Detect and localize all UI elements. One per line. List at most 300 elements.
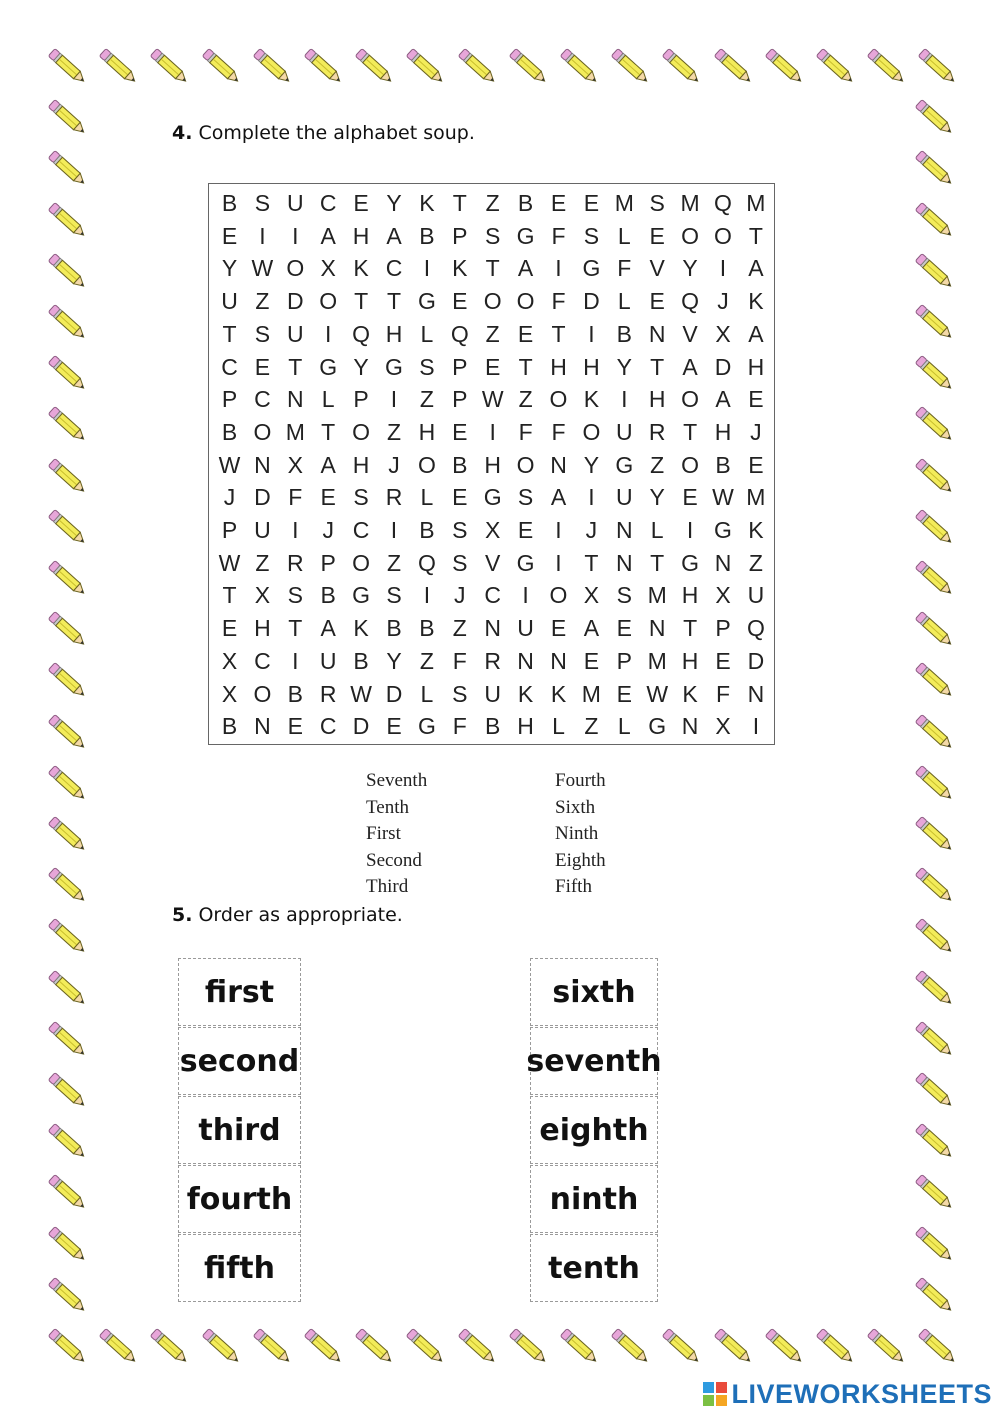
grid-letter[interactable]: O <box>582 418 601 445</box>
grid-letter[interactable]: O <box>319 288 338 315</box>
grid-letter[interactable]: C <box>319 713 337 740</box>
grid-letter[interactable]: K <box>353 255 369 282</box>
grid-letter[interactable]: J <box>322 517 334 543</box>
grid-letter[interactable]: E <box>221 615 238 642</box>
grid-letter[interactable]: E <box>748 451 764 478</box>
grid-letter[interactable]: Z <box>584 713 599 740</box>
grid-letter[interactable]: Q <box>681 288 700 315</box>
grid-letter[interactable]: P <box>320 549 336 576</box>
grid-letter[interactable]: N <box>648 320 666 347</box>
grid-letter[interactable]: S <box>452 680 468 707</box>
grid-letter[interactable]: Y <box>221 255 238 282</box>
grid-letter[interactable]: S <box>419 353 435 380</box>
grid-letter[interactable]: B <box>517 190 534 216</box>
grid-letter[interactable]: I <box>423 582 431 609</box>
ordinal-card[interactable]: fourth <box>178 1165 301 1233</box>
grid-letter[interactable]: V <box>682 320 698 347</box>
grid-letter[interactable]: O <box>516 288 535 315</box>
grid-letter[interactable]: S <box>517 484 534 511</box>
grid-letter[interactable]: N <box>615 517 633 543</box>
grid-letter[interactable]: G <box>319 353 338 380</box>
grid-letter[interactable]: E <box>550 190 567 216</box>
grid-letter[interactable]: Q <box>746 615 765 642</box>
ordinal-card[interactable]: tenth <box>530 1234 658 1302</box>
grid-letter[interactable]: B <box>221 190 238 216</box>
grid-letter[interactable]: Y <box>682 255 698 282</box>
grid-letter[interactable]: Q <box>417 549 436 576</box>
grid-letter[interactable]: W <box>481 386 504 413</box>
grid-letter[interactable]: D <box>583 288 600 315</box>
grid-letter[interactable]: G <box>516 222 535 249</box>
grid-letter[interactable]: T <box>518 353 533 380</box>
grid-letter[interactable]: D <box>254 484 271 511</box>
grid-letter[interactable]: B <box>485 713 501 740</box>
grid-letter[interactable]: I <box>292 222 299 249</box>
grid-letter[interactable]: N <box>550 647 567 674</box>
grid-letter[interactable]: F <box>617 255 632 282</box>
grid-letter[interactable]: X <box>221 647 238 674</box>
grid-letter[interactable]: L <box>617 713 631 740</box>
grid-letter[interactable]: R <box>385 484 403 511</box>
grid-letter[interactable]: P <box>353 386 369 413</box>
grid-letter[interactable]: L <box>552 713 565 740</box>
grid-letter[interactable]: I <box>555 517 562 543</box>
grid-letter[interactable]: X <box>320 255 336 282</box>
grid-letter[interactable]: J <box>585 517 598 543</box>
grid-letter[interactable]: S <box>485 222 501 249</box>
grid-letter[interactable]: N <box>648 615 666 642</box>
grid-letter[interactable]: C <box>352 517 370 543</box>
grid-letter[interactable]: T <box>683 615 698 642</box>
grid-letter[interactable]: H <box>714 418 732 445</box>
grid-letter[interactable]: F <box>551 222 566 249</box>
grid-letter[interactable]: L <box>321 386 335 413</box>
grid-letter[interactable]: O <box>253 418 272 445</box>
grid-letter[interactable]: U <box>615 418 633 445</box>
grid-letter[interactable]: F <box>452 713 467 740</box>
grid-letter[interactable]: C <box>385 255 403 282</box>
grid-letter[interactable]: E <box>649 288 665 315</box>
grid-letter[interactable]: O <box>681 386 700 413</box>
grid-letter[interactable]: S <box>616 582 632 609</box>
grid-letter[interactable]: K <box>583 386 600 413</box>
grid-letter[interactable]: O <box>681 222 700 249</box>
ordinal-card[interactable]: sixth <box>530 958 658 1026</box>
grid-letter[interactable]: E <box>583 190 600 216</box>
grid-letter[interactable]: E <box>616 615 632 642</box>
grid-letter[interactable]: T <box>551 320 566 347</box>
grid-letter[interactable]: S <box>353 484 369 511</box>
grid-letter[interactable]: I <box>752 713 760 740</box>
grid-letter[interactable]: T <box>288 615 303 642</box>
grid-letter[interactable]: U <box>286 190 304 216</box>
ordinal-card[interactable]: fifth <box>178 1234 301 1302</box>
grid-letter[interactable]: Y <box>616 353 632 380</box>
grid-letter[interactable]: A <box>715 386 731 413</box>
grid-letter[interactable]: W <box>712 484 734 511</box>
grid-letter[interactable]: S <box>386 582 402 609</box>
grid-letter[interactable]: Z <box>255 288 270 315</box>
grid-letter[interactable]: I <box>686 517 694 543</box>
grid-letter[interactable]: T <box>354 288 369 315</box>
grid-letter[interactable]: N <box>286 386 304 413</box>
grid-letter[interactable]: K <box>682 680 698 707</box>
grid-letter[interactable]: D <box>286 288 304 315</box>
grid-letter[interactable]: I <box>390 386 398 413</box>
grid-letter[interactable]: S <box>583 222 600 249</box>
grid-letter[interactable]: M <box>680 190 700 216</box>
grid-letter[interactable]: P <box>452 386 468 413</box>
grid-letter[interactable]: H <box>583 353 600 380</box>
grid-letter[interactable]: P <box>715 615 731 642</box>
grid-letter[interactable]: H <box>747 353 765 380</box>
grid-letter[interactable]: J <box>454 582 466 609</box>
grid-letter[interactable]: W <box>251 255 274 282</box>
grid-letter[interactable]: O <box>417 451 436 478</box>
grid-letter[interactable]: M <box>614 190 634 216</box>
grid-letter[interactable]: L <box>617 222 631 249</box>
grid-letter[interactable]: F <box>288 484 303 511</box>
grid-letter[interactable]: Z <box>386 549 402 576</box>
grid-letter[interactable]: Z <box>650 451 665 478</box>
grid-letter[interactable]: A <box>550 484 567 511</box>
grid-letter[interactable]: R <box>319 680 337 707</box>
grid-letter[interactable]: O <box>549 582 568 609</box>
grid-letter[interactable]: E <box>649 222 665 249</box>
grid-letter[interactable]: N <box>550 451 567 478</box>
grid-letter[interactable]: S <box>287 582 303 609</box>
grid-letter[interactable]: D <box>385 680 403 707</box>
grid-letter[interactable]: X <box>715 320 731 347</box>
grid-letter[interactable]: U <box>615 484 633 511</box>
ordinal-card[interactable]: second <box>178 1027 301 1095</box>
grid-letter[interactable]: T <box>386 288 402 315</box>
grid-letter[interactable]: N <box>714 549 732 576</box>
grid-letter[interactable]: E <box>353 190 369 216</box>
grid-letter[interactable]: A <box>748 320 764 347</box>
grid-letter[interactable]: E <box>748 386 764 413</box>
grid-letter[interactable]: B <box>715 451 731 478</box>
grid-letter[interactable]: A <box>320 615 336 642</box>
grid-letter[interactable]: B <box>287 680 303 707</box>
grid-letter[interactable]: K <box>748 288 764 315</box>
grid-letter[interactable]: T <box>288 353 303 380</box>
grid-letter[interactable]: G <box>352 582 371 609</box>
grid-letter[interactable]: Z <box>386 418 402 445</box>
grid-letter[interactable]: N <box>254 713 271 740</box>
grid-letter[interactable]: D <box>352 713 370 740</box>
grid-letter[interactable]: H <box>484 451 501 478</box>
grid-letter[interactable]: K <box>550 680 567 707</box>
grid-letter[interactable]: H <box>550 353 567 380</box>
grid-letter[interactable]: B <box>320 582 336 609</box>
grid-letter[interactable]: I <box>555 549 562 576</box>
grid-letter[interactable]: F <box>518 418 533 445</box>
grid-letter[interactable]: U <box>319 647 337 674</box>
ordinal-card[interactable]: seventh <box>530 1027 658 1095</box>
grid-letter[interactable]: M <box>746 484 766 511</box>
grid-letter[interactable]: G <box>516 549 535 576</box>
grid-letter[interactable]: H <box>352 451 370 478</box>
grid-letter[interactable]: I <box>324 320 332 347</box>
grid-letter[interactable]: Y <box>353 353 369 380</box>
grid-letter[interactable]: H <box>418 418 436 445</box>
grid-letter[interactable]: W <box>218 451 241 478</box>
grid-letter[interactable]: O <box>253 680 272 707</box>
grid-letter[interactable]: X <box>287 451 303 478</box>
grid-letter[interactable]: G <box>648 713 667 740</box>
grid-letter[interactable]: L <box>420 680 434 707</box>
grid-letter[interactable]: A <box>682 353 698 380</box>
grid-letter[interactable]: B <box>221 418 238 445</box>
grid-letter[interactable]: K <box>353 615 369 642</box>
grid-letter[interactable]: L <box>420 320 434 347</box>
grid-letter[interactable]: G <box>417 288 436 315</box>
grid-letter[interactable]: T <box>584 549 599 576</box>
grid-letter[interactable]: I <box>719 255 727 282</box>
grid-letter[interactable]: Z <box>419 386 434 413</box>
grid-letter[interactable]: A <box>583 615 600 642</box>
grid-letter[interactable]: B <box>221 713 238 740</box>
grid-letter[interactable]: U <box>221 288 238 315</box>
grid-letter[interactable]: N <box>254 451 271 478</box>
grid-letter[interactable]: H <box>681 647 699 674</box>
grid-letter[interactable]: A <box>320 222 336 249</box>
grid-letter[interactable]: E <box>517 517 534 543</box>
grid-letter[interactable]: N <box>517 647 534 674</box>
grid-letter[interactable]: H <box>648 386 666 413</box>
grid-letter[interactable]: Y <box>649 484 665 511</box>
grid-letter[interactable]: Q <box>714 190 732 216</box>
grid-letter[interactable]: E <box>221 222 238 249</box>
grid-letter[interactable]: A <box>517 255 534 282</box>
grid-letter[interactable]: V <box>649 255 665 282</box>
grid-letter[interactable]: G <box>582 255 601 282</box>
grid-letter[interactable]: O <box>352 418 371 445</box>
grid-letter[interactable]: M <box>746 190 766 216</box>
grid-letter[interactable]: X <box>254 582 271 609</box>
grid-letter[interactable]: H <box>385 320 403 347</box>
grid-letter[interactable]: W <box>218 549 241 576</box>
grid-letter[interactable]: I <box>292 517 299 543</box>
grid-letter[interactable]: F <box>551 418 566 445</box>
grid-letter[interactable]: A <box>386 222 402 249</box>
grid-letter[interactable]: T <box>650 353 665 380</box>
grid-letter[interactable]: S <box>649 190 665 216</box>
grid-letter[interactable]: C <box>319 190 337 216</box>
ordinal-card[interactable]: eighth <box>530 1096 658 1164</box>
grid-letter[interactable]: U <box>517 615 534 642</box>
grid-letter[interactable]: E <box>452 418 468 445</box>
grid-letter[interactable]: X <box>715 713 731 740</box>
grid-letter[interactable]: O <box>352 549 371 576</box>
grid-letter[interactable]: Z <box>485 320 500 347</box>
grid-letter[interactable]: M <box>581 680 601 707</box>
grid-letter[interactable]: I <box>489 418 496 445</box>
grid-letter[interactable]: B <box>353 647 369 674</box>
grid-letter[interactable]: O <box>681 451 700 478</box>
grid-letter[interactable]: E <box>485 353 501 380</box>
grid-letter[interactable]: E <box>583 647 600 674</box>
grid-letter[interactable]: T <box>222 320 237 347</box>
grid-letter[interactable]: E <box>550 615 567 642</box>
grid-letter[interactable]: U <box>254 517 271 543</box>
grid-letter[interactable]: E <box>254 353 271 380</box>
grid-letter[interactable]: B <box>419 615 435 642</box>
grid-letter[interactable]: Q <box>352 320 371 347</box>
grid-letter[interactable]: K <box>452 255 468 282</box>
grid-letter[interactable]: N <box>747 680 765 707</box>
grid-letter[interactable]: K <box>748 517 764 543</box>
grid-letter[interactable]: E <box>715 647 731 674</box>
grid-letter[interactable]: A <box>320 451 336 478</box>
grid-letter[interactable]: X <box>715 582 731 609</box>
grid-letter[interactable]: G <box>483 484 502 511</box>
grid-letter[interactable]: T <box>321 418 336 445</box>
grid-letter[interactable]: P <box>221 517 238 543</box>
grid-letter[interactable]: Z <box>518 386 533 413</box>
grid-letter[interactable]: N <box>681 713 699 740</box>
grid-letter[interactable]: Z <box>452 615 467 642</box>
grid-letter[interactable]: K <box>419 190 435 216</box>
grid-letter[interactable]: U <box>286 320 304 347</box>
grid-letter[interactable]: B <box>452 451 468 478</box>
grid-letter[interactable]: M <box>285 418 305 445</box>
grid-letter[interactable]: W <box>646 680 669 707</box>
grid-letter[interactable]: S <box>254 190 271 216</box>
grid-letter[interactable]: I <box>588 320 595 347</box>
grid-letter[interactable]: E <box>517 320 534 347</box>
grid-letter[interactable]: N <box>615 549 633 576</box>
grid-letter[interactable]: P <box>452 353 468 380</box>
grid-letter[interactable]: O <box>286 255 305 282</box>
grid-letter[interactable]: I <box>621 386 628 413</box>
grid-letter[interactable]: E <box>452 288 468 315</box>
grid-letter[interactable]: Y <box>583 451 600 478</box>
grid-letter[interactable]: F <box>715 680 731 707</box>
grid-letter[interactable]: E <box>616 680 632 707</box>
grid-letter[interactable]: P <box>616 647 632 674</box>
grid-letter[interactable]: I <box>292 647 299 674</box>
grid-letter[interactable]: G <box>681 549 700 576</box>
grid-letter[interactable]: X <box>583 582 600 609</box>
grid-letter[interactable]: O <box>714 222 732 249</box>
grid-letter[interactable]: C <box>484 582 501 609</box>
grid-letter[interactable]: O <box>549 386 568 413</box>
grid-letter[interactable]: T <box>485 255 500 282</box>
word-search-grid[interactable] <box>208 183 775 745</box>
grid-letter[interactable]: I <box>555 255 562 282</box>
grid-letter[interactable]: M <box>647 582 667 609</box>
grid-letter[interactable]: Y <box>386 190 402 216</box>
grid-letter[interactable]: R <box>484 647 501 674</box>
grid-letter[interactable]: D <box>747 647 765 674</box>
grid-letter[interactable]: M <box>647 647 667 674</box>
grid-letter[interactable]: J <box>388 451 400 478</box>
grid-letter[interactable]: T <box>222 582 237 609</box>
grid-letter[interactable]: D <box>714 353 732 380</box>
grid-letter[interactable]: E <box>320 484 336 511</box>
grid-letter[interactable]: U <box>484 680 501 707</box>
ordinal-card[interactable]: third <box>178 1096 301 1164</box>
ordinal-card[interactable]: first <box>178 958 301 1026</box>
grid-letter[interactable]: S <box>452 549 468 576</box>
grid-letter[interactable]: I <box>588 484 595 511</box>
grid-letter[interactable]: E <box>452 484 468 511</box>
grid-letter[interactable]: N <box>484 615 501 642</box>
grid-letter[interactable]: F <box>452 647 467 674</box>
grid-letter[interactable]: I <box>522 582 529 609</box>
grid-letter[interactable]: V <box>485 549 501 576</box>
grid-letter[interactable]: B <box>386 615 402 642</box>
grid-letter[interactable]: G <box>615 451 634 478</box>
grid-letter[interactable]: S <box>254 320 271 347</box>
grid-letter[interactable]: H <box>517 713 534 740</box>
grid-letter[interactable]: H <box>352 222 370 249</box>
grid-letter[interactable]: Z <box>255 549 270 576</box>
grid-letter[interactable]: T <box>748 222 763 249</box>
grid-letter[interactable]: B <box>419 517 435 543</box>
grid-letter[interactable]: G <box>385 353 403 380</box>
grid-letter[interactable]: R <box>286 549 304 576</box>
grid-letter[interactable]: C <box>254 386 271 413</box>
grid-letter[interactable]: C <box>221 353 238 380</box>
grid-letter[interactable]: J <box>717 288 729 315</box>
grid-letter[interactable]: H <box>681 582 699 609</box>
grid-letter[interactable]: U <box>747 582 765 609</box>
grid-letter[interactable]: T <box>683 418 698 445</box>
grid-letter[interactable]: B <box>419 222 435 249</box>
grid-letter[interactable]: P <box>221 386 238 413</box>
grid-letter[interactable]: H <box>254 615 271 642</box>
grid-letter[interactable]: L <box>617 288 631 315</box>
grid-letter[interactable]: Y <box>386 647 402 674</box>
grid-letter[interactable]: W <box>350 680 372 707</box>
grid-letter[interactable]: T <box>650 549 665 576</box>
grid-letter[interactable]: E <box>287 713 303 740</box>
grid-letter[interactable]: A <box>748 255 764 282</box>
grid-letter[interactable]: T <box>452 190 467 216</box>
grid-letter[interactable]: O <box>483 288 502 315</box>
grid-letter[interactable]: E <box>682 484 698 511</box>
grid-letter[interactable]: J <box>750 418 762 445</box>
grid-letter[interactable]: Q <box>450 320 469 347</box>
grid-letter[interactable]: R <box>648 418 666 445</box>
ordinal-card[interactable]: ninth <box>530 1165 658 1233</box>
grid-letter[interactable]: I <box>423 255 431 282</box>
grid-letter[interactable]: Z <box>748 549 763 576</box>
grid-letter[interactable]: E <box>386 713 402 740</box>
grid-letter[interactable]: X <box>221 680 238 707</box>
grid-letter[interactable]: P <box>452 222 468 249</box>
grid-letter[interactable]: X <box>485 517 501 543</box>
grid-letter[interactable]: G <box>714 517 732 543</box>
grid-letter[interactable]: C <box>254 647 271 674</box>
grid-letter[interactable]: O <box>516 451 535 478</box>
grid-letter[interactable]: Z <box>419 647 434 674</box>
grid-letter[interactable]: B <box>616 320 632 347</box>
grid-letter[interactable]: F <box>551 288 566 315</box>
grid-letter[interactable]: I <box>390 517 398 543</box>
grid-letter[interactable]: K <box>517 680 534 707</box>
grid-letter[interactable]: S <box>452 517 468 543</box>
grid-letter[interactable]: L <box>650 517 664 543</box>
grid-letter[interactable]: I <box>259 222 266 249</box>
grid-letter[interactable]: Z <box>485 190 500 216</box>
grid-letter[interactable]: G <box>417 713 436 740</box>
grid-letter[interactable]: L <box>420 484 434 511</box>
grid-letter[interactable]: J <box>223 484 236 511</box>
